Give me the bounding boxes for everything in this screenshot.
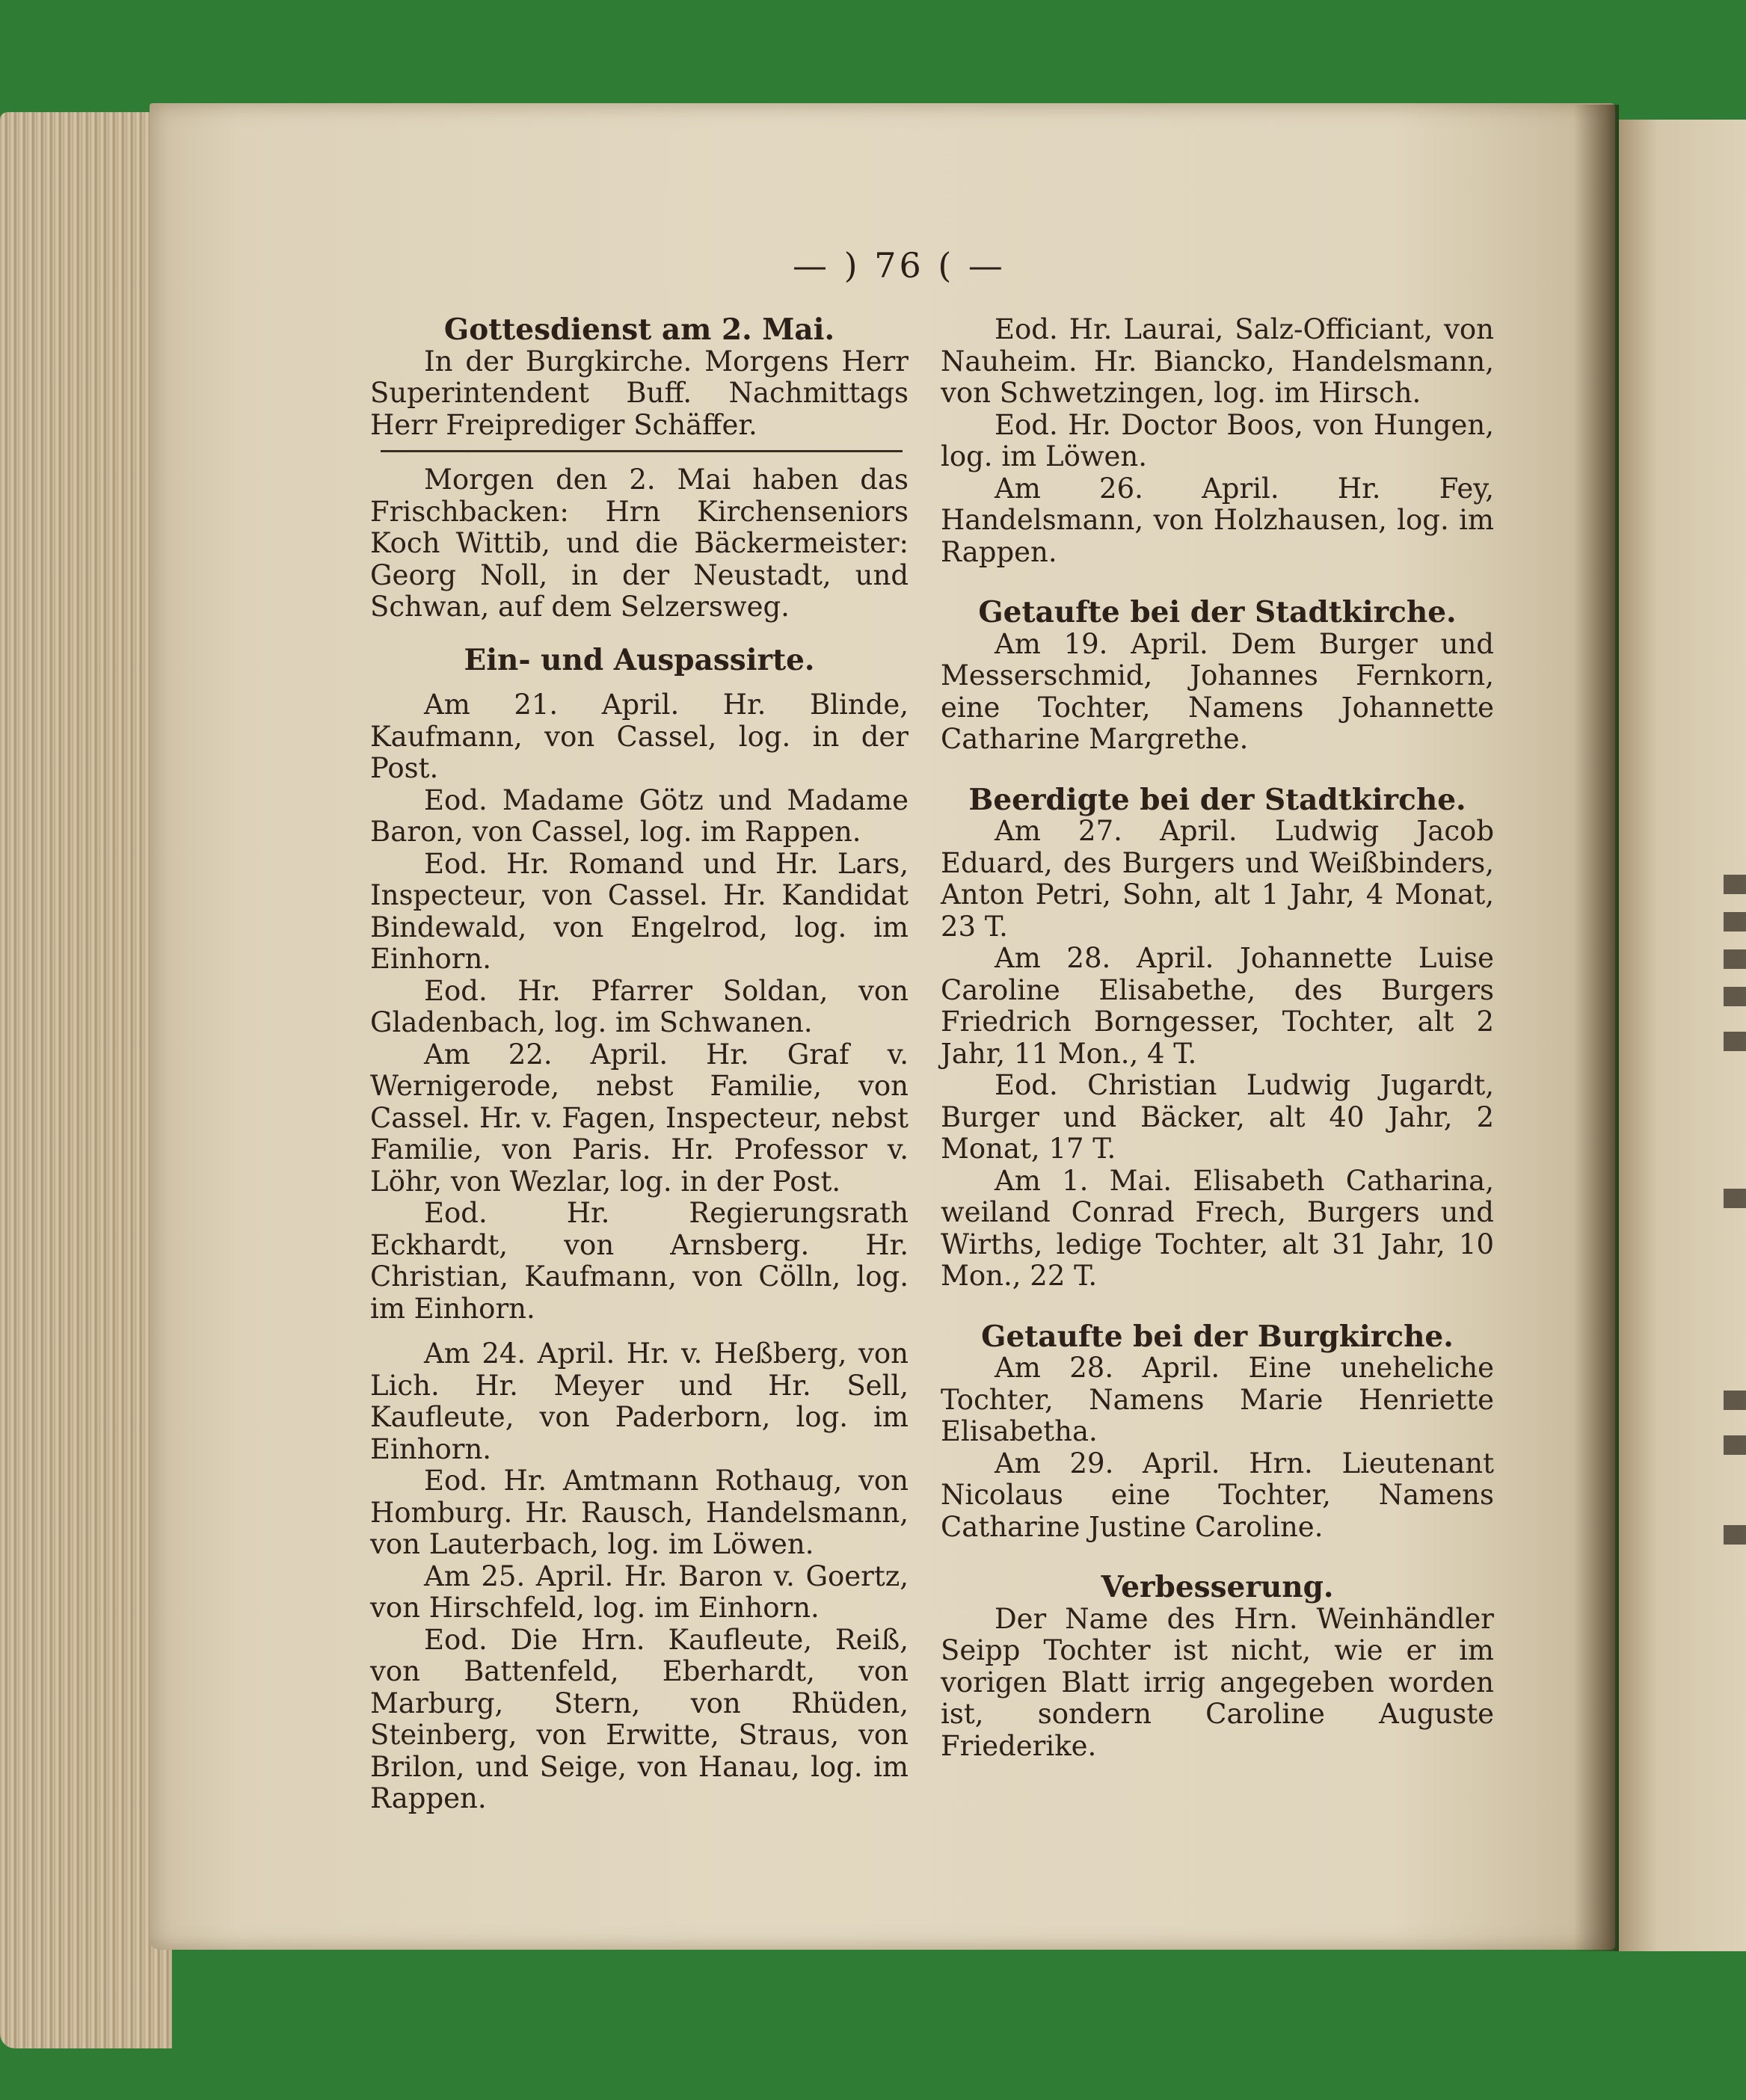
- heading-service: Gottesdienst am 2. Mai.: [443, 312, 835, 347]
- traveller-entry: Am 24. April. Hr. v. Heßberg, von Lich. Hr. Meyer und Hr. Sell, Kaufleute, von Paderborn, log. im Einhorn.: [370, 1337, 909, 1465]
- baptism-entry: Am 29. April. Hrn. Lieutenant Nicolaus eine Tochter, Namens Catharine Justine Caroline.: [941, 1447, 1494, 1543]
- divider-rule: [381, 450, 903, 452]
- correction-text: Der Name des Hrn. Weinhändler Seipp Tochter ist nicht, wie er im vorigen Blatt irrig angegeben worden ist, sondern Caroline Auguste Friederike.: [941, 1602, 1494, 1762]
- right-column: [941, 314, 1494, 1762]
- heading-baptized-burgkirche: Getaufte bei der Burgkirche.: [981, 1319, 1454, 1354]
- heading-buried-stadtkirche: Beerdigte bei der Stadtkirche.: [968, 782, 1466, 817]
- traveller-entry: Eod. Hr. Romand und Hr. Lars, Inspecteur, von Cassel. Hr. Kandidat Bindewald, von Engelrod, log. im Einhorn.: [370, 847, 909, 975]
- page-edges: [0, 112, 172, 2048]
- service-text: In der Burgkirche. Morgens Herr Superintendent Buff. Nachmittags Herr Freiprediger Schäffer.: [370, 345, 909, 441]
- traveller-entry: Eod. Hr. Pfarrer Soldan, von Gladenbach, log. im Schwanen.: [370, 974, 909, 1038]
- traveller-entry: Eod. Die Hrn. Kaufleute, Reiß, von Battenfeld, Eberhardt, von Marburg, Stern, von Rhüden, Steinberg, von Erwitte, Straus, von Brilon, und Seige, von Hanau, log. im Rappen.: [370, 1623, 909, 1814]
- facing-text-fragment: [1724, 875, 1746, 894]
- facing-text-fragment: [1724, 1189, 1746, 1208]
- gutter-shadow: [1574, 105, 1619, 1951]
- traveller-entry-continued: Eod. Hr. Laurai, Salz-Officiant, von Nauheim. Hr. Biancko, Handelsmann, von Schwetzingen, log. im Hirsch.: [941, 313, 1494, 409]
- traveller-entry: Eod. Hr. Regierungsrath Eckhardt, von Arnsberg. Hr. Christian, Kaufmann, von Cölln, log. im Einhorn.: [370, 1197, 909, 1325]
- traveller-entry: Eod. Madame Götz und Madame Baron, von Cassel, log. im Rappen.: [370, 783, 909, 848]
- facing-text-fragment: [1724, 1435, 1746, 1455]
- left-column: [370, 314, 909, 1815]
- facing-page-edge: [1619, 120, 1746, 1951]
- baptism-entry: Am 28. April. Eine uneheliche Tochter, Namens Marie Henriette Elisabetha.: [941, 1352, 1494, 1447]
- heading-correction: Verbesserung.: [1101, 1570, 1334, 1604]
- facing-text-fragment: [1724, 912, 1746, 932]
- facing-text-fragment: [1724, 1032, 1746, 1051]
- facing-text-fragment: [1724, 949, 1746, 969]
- baptism-entry: Am 19. April. Dem Burger und Messerschmid, Johannes Fernkorn, eine Tochter, Namens Johannette Catharine Margrethe.: [941, 627, 1494, 755]
- heading-travellers: Ein- und Auspassirte.: [464, 642, 815, 677]
- burial-entry: Am 1. Mai. Elisabeth Catharina, weiland Conrad Frech, Burgers und Wirths, ledige Tochter, alt 31 Jahr, 10 Mon., 22 T.: [941, 1164, 1494, 1292]
- traveller-entry: Am 21. April. Hr. Blinde, Kaufmann, von Cassel, log. in der Post.: [370, 689, 909, 784]
- traveller-entry: Eod. Hr. Amtmann Rothaug, von Homburg. Hr. Rausch, Handelsmann, von Lauterbach, log. im Löwen.: [370, 1465, 909, 1560]
- heading-baptized-stadtkirche: Getaufte bei der Stadtkirche.: [978, 595, 1457, 629]
- burial-entry: Am 27. April. Ludwig Jacob Eduard, des Burgers und Weißbinders, Anton Petri, Sohn, alt 1 Jahr, 4 Monat, 23 T.: [941, 815, 1494, 943]
- burial-entry: Eod. Christian Ludwig Jugardt, Burger und Bäcker, alt 40 Jahr, 2 Monat, 17 T.: [941, 1069, 1494, 1165]
- page-number: — ) 76 ( —: [793, 245, 1006, 286]
- facing-text-fragment: [1724, 987, 1746, 1006]
- traveller-entry: Am 25. April. Hr. Baron v. Goertz, von Hirschfeld, log. im Einhorn.: [370, 1559, 909, 1624]
- traveller-entry: Am 22. April. Hr. Graf v. Wernigerode, nebst Familie, von Cassel. Hr. v. Fagen, Inspecteur, nebst Familie, von Paris. Hr. Professor v. Löhr, von Wezlar, log. in der Post.: [370, 1038, 909, 1198]
- bakers-text: Morgen den 2. Mai haben das Frischbacken: Hrn Kirchenseniors Koch Wittib, und die Bäckermeister: Georg Noll, in der Neustadt, und Schwan, auf dem Selzersweg.: [370, 464, 909, 623]
- facing-text-fragment: [1724, 1391, 1746, 1410]
- traveller-entry-continued: Am 26. April. Hr. Fey, Handelsmann, von Holzhausen, log. im Rappen.: [941, 472, 1494, 568]
- traveller-entry-continued: Eod. Hr. Doctor Boos, von Hungen, log. im Löwen.: [941, 408, 1494, 472]
- burial-entry: Am 28. April. Johannette Luise Caroline Elisabethe, des Burgers Friedrich Borngesser, Tochter, alt 2 Jahr, 11 Mon., 4 T.: [941, 942, 1494, 1070]
- facing-text-fragment: [1724, 1525, 1746, 1545]
